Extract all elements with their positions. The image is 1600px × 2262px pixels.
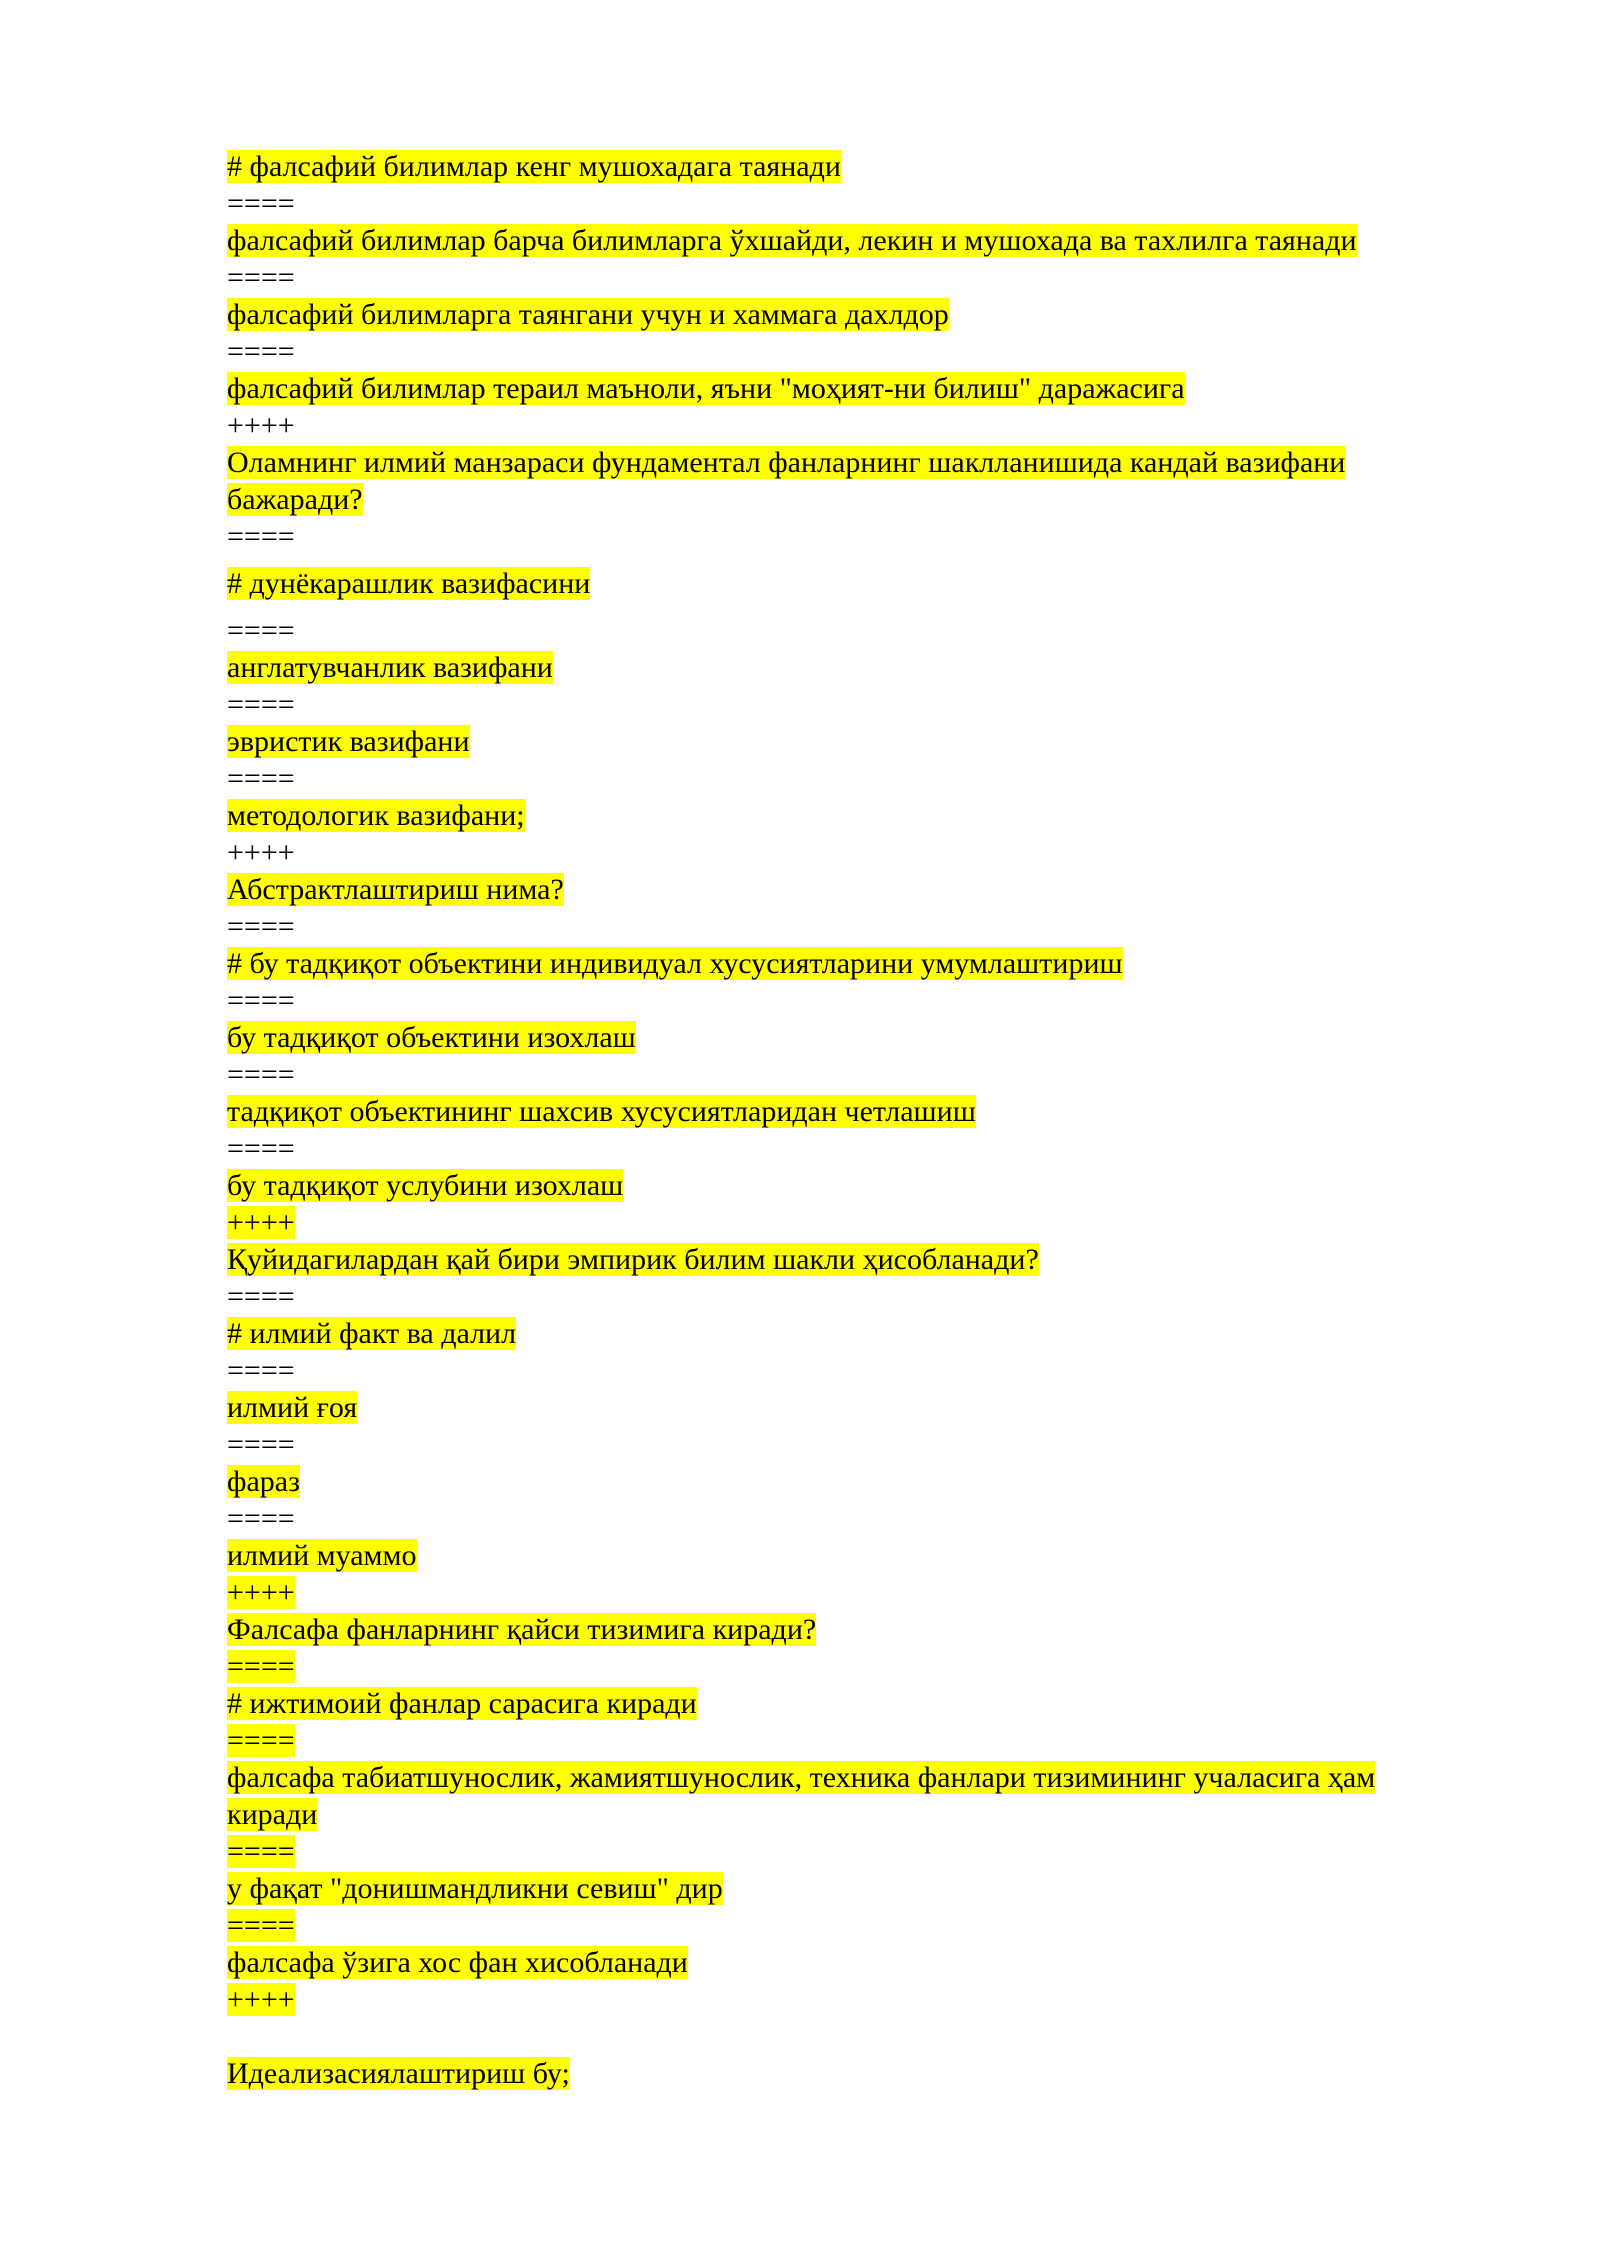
answer-line: илмий ғоя: [227, 1391, 358, 1424]
separator-line: ====: [227, 1835, 295, 1868]
separator-line: ====: [227, 762, 295, 795]
question-line: Қуйидагилардан қай бири эмпирик билим шакли ҳисобланади?: [227, 1243, 1039, 1276]
separator-line: ====: [227, 187, 295, 220]
question-line: Идеализасиялаштириш бу;: [227, 2057, 570, 2090]
answer-line: фалсафий билимларга таянгани учун и хаммага дахлдор: [227, 298, 949, 331]
separator-line: ++++: [227, 836, 295, 869]
answer-line: тадқиқот объектининг шахсив хусусиятларидан четлашиш: [227, 1095, 976, 1128]
separator-line: ====: [227, 984, 295, 1017]
separator-line: ====: [227, 1280, 295, 1313]
separator-line: ++++: [227, 409, 295, 442]
separator-line: ====: [227, 1058, 295, 1091]
answer-line: фалсафий билимлар барча билимларга ўхшайди, лекин и мушохада ва тахлилга таянади: [227, 224, 1357, 257]
answer-line: # илмий факт ва далил: [227, 1317, 517, 1350]
question-line: Абстрактлаштириш нима?: [227, 873, 564, 906]
question-line: Оламнинг илмий манзараси фундаментал фанларнинг шаклланишида кандай вазифани бажаради?: [227, 446, 1346, 516]
answer-line: англатувчанлик вазифани: [227, 651, 553, 684]
answer-line: илмий муаммо: [227, 1539, 417, 1572]
separator-line: ====: [227, 1502, 295, 1535]
separator-line: ====: [227, 688, 295, 721]
answer-line: эвристик вазифани: [227, 725, 470, 758]
separator-line: ++++: [227, 1576, 295, 1609]
blank-line: [227, 2018, 1467, 2055]
separator-line: ====: [227, 1132, 295, 1165]
document-page: [227, 148, 1467, 2092]
separator-line: ====: [227, 1354, 295, 1387]
answer-line: # бу тадқиқот объектини индивидуал хусусиятларини умумлаштириш: [227, 947, 1123, 980]
separator-line: ====: [227, 335, 295, 368]
answer-line: # фалсафий билимлар кенг мушохадага таянади: [227, 150, 841, 183]
separator-line: ====: [227, 1724, 295, 1757]
answer-line: фараз: [227, 1465, 300, 1498]
answer-line: фалсафий билимлар тераил маъноли, яъни "моҳият-ни билиш" даражасига: [227, 372, 1185, 405]
answer-line: # дунёкарашлик вазифасини: [227, 567, 591, 600]
separator-line: ====: [227, 1428, 295, 1461]
separator-line: ====: [227, 261, 295, 294]
answer-line: бу тадқиқот объектини изохлаш: [227, 1021, 636, 1054]
answer-line: # ижтимоий фанлар сарасига киради: [227, 1687, 697, 1720]
separator-line: ++++: [227, 1206, 295, 1239]
separator-line: ====: [227, 1650, 295, 1683]
separator-line: ++++: [227, 1983, 295, 2016]
separator-line: ====: [227, 1909, 295, 1942]
answer-line: фалсафа ўзига хос фан хисобланади: [227, 1946, 688, 1979]
question-line: Фалсафа фанларнинг қайси тизимига киради?: [227, 1613, 817, 1646]
answer-line: фалсафа табиатшунослик, жамиятшунослик, техника фанлари тизимининг учаласига ҳам киради: [227, 1761, 1376, 1831]
separator-line: ====: [227, 520, 295, 553]
separator-line: ====: [227, 910, 295, 943]
separator-line: ====: [227, 614, 295, 647]
answer-line: бу тадқиқот услубини изохлаш: [227, 1169, 624, 1202]
answer-line: методологик вазифани;: [227, 799, 525, 832]
answer-line: у фақат "донишмандликни севиш" дир: [227, 1872, 723, 1905]
